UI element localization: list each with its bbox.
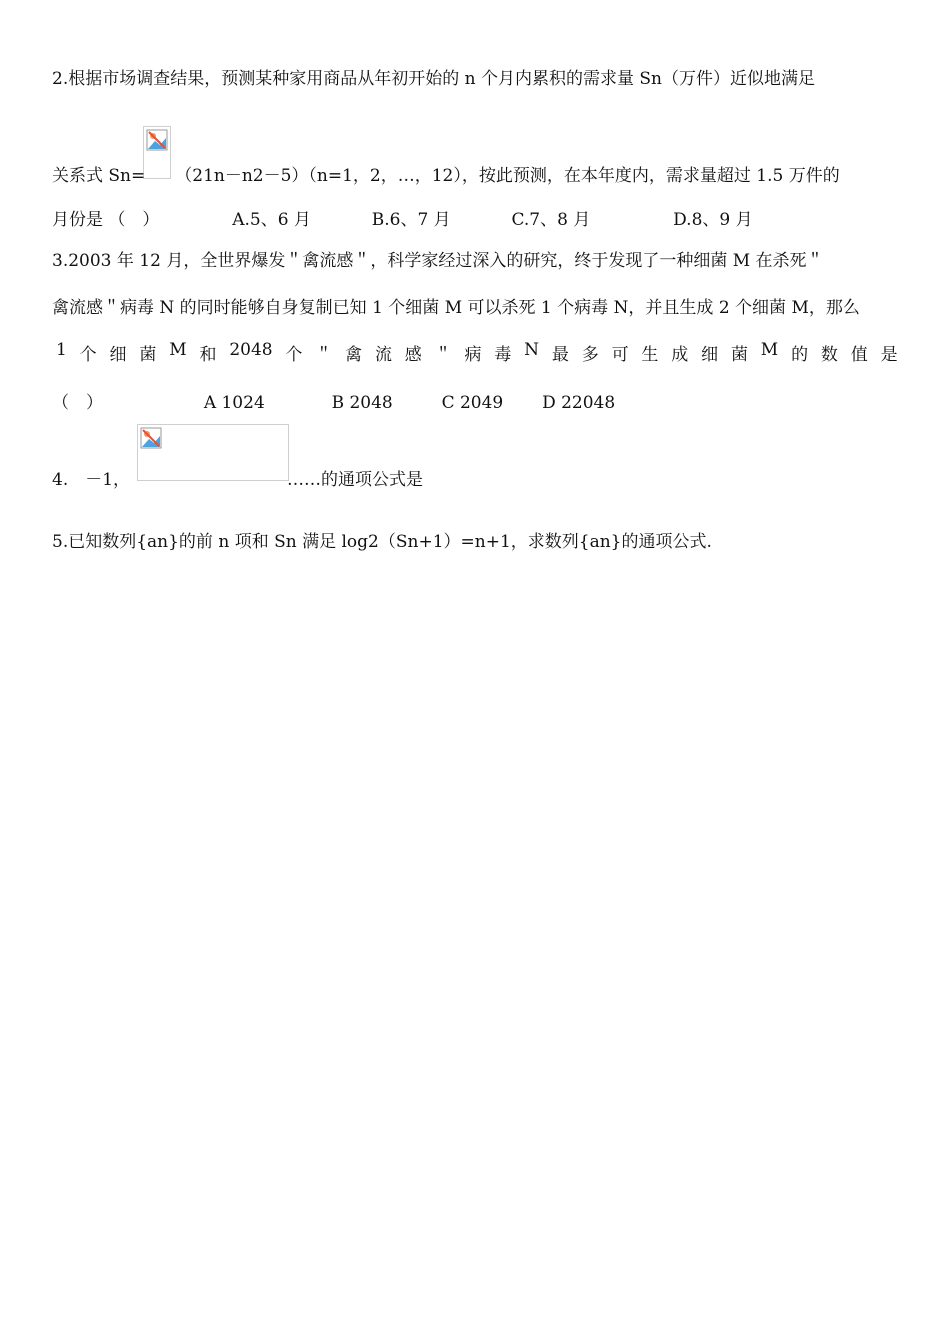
- q2-option-b: B.6、7 月: [371, 210, 451, 230]
- q3-option-a: A 1024: [203, 393, 265, 413]
- q3-token: 值: [850, 345, 868, 365]
- q3-token: 是: [880, 345, 898, 365]
- q4-line: [52, 465, 898, 490]
- q3-token: M: [760, 340, 779, 360]
- q3-token: 感: [404, 345, 422, 365]
- q4-suffix: ……的通项公式是: [287, 470, 424, 490]
- q5-line: 5.已知数列{an}的前 n 项和 Sn 满足 log2（Sn+1）=n+1，求数列{an}的通项公式.: [52, 532, 712, 552]
- q2-line-2-left: 关系式 Sn=: [52, 166, 146, 186]
- q3-token: 细: [701, 345, 719, 365]
- q3-token: 的: [791, 345, 809, 365]
- q4-prefix: 4. －1，: [52, 470, 131, 490]
- q3-line-4: [52, 388, 898, 413]
- q3-token: 毒: [494, 345, 512, 365]
- q3-token: 和: [199, 345, 217, 365]
- q3-line-2: 禽流感＂病毒 N 的同时能够自身复制已知 1 个细菌 M 可以杀死 1 个病毒 N，并且生成 2 个细菌 M，那么: [52, 298, 860, 318]
- q3-token: 个: [79, 345, 97, 365]
- q3-token: 可: [611, 345, 629, 365]
- q2-line-1: 2.根据市场调查结果，预测某种家用商品从年初开始的 n 个月内累积的需求量 Sn（万件）近似地满足: [52, 69, 815, 89]
- q3-answer-blank: （ ）: [52, 393, 103, 413]
- q3-token: 数: [820, 345, 838, 365]
- q3-token: 菌: [730, 345, 748, 365]
- q3-token: 1: [56, 340, 67, 360]
- q2-line-2-right: （21n－n2－5）（n=1，2，…，12），按此预测，在本年度内，需求量超过 1.5 万件的: [175, 166, 840, 186]
- q3-token: 病: [464, 345, 482, 365]
- q3-token: 生: [641, 345, 659, 365]
- q3-option-c: C 2049: [441, 393, 504, 413]
- broken-image-icon: [140, 427, 162, 449]
- q3-line-1: 3.2003 年 12 月，全世界爆发＂禽流感＂，科学家经过深入的研究，终于发现了一种细菌 M 在杀死＂: [52, 251, 824, 271]
- q3-option-b: B 2048: [331, 393, 393, 413]
- q3-option-d: D 22048: [542, 393, 616, 413]
- q3-token: ＂: [434, 345, 452, 365]
- q3-token: M: [169, 340, 187, 360]
- broken-image-icon: [146, 129, 168, 151]
- q3-line-3: [56, 340, 898, 365]
- q3-token: 多: [581, 345, 599, 365]
- q2-option-a: A.5、6 月: [232, 210, 311, 230]
- q3-token: ＂: [315, 345, 333, 365]
- q3-token: 个: [285, 345, 303, 365]
- q3-token: 2048: [229, 340, 273, 360]
- q2-answer-blank: 月份是 （ ）: [52, 210, 160, 230]
- q2-line-2: [52, 161, 898, 186]
- q2-option-c: C.7、8 月: [511, 210, 591, 230]
- q2-line-3: [52, 205, 898, 230]
- q3-token: 最: [551, 345, 569, 365]
- q3-token: 流: [374, 345, 392, 365]
- q3-token: 成: [671, 345, 689, 365]
- q2-option-d: D.8、9 月: [673, 210, 753, 230]
- q3-token: N: [524, 340, 540, 360]
- q3-token: 细: [109, 345, 127, 365]
- q3-token: 菌: [139, 345, 157, 365]
- q3-token: 禽: [345, 345, 363, 365]
